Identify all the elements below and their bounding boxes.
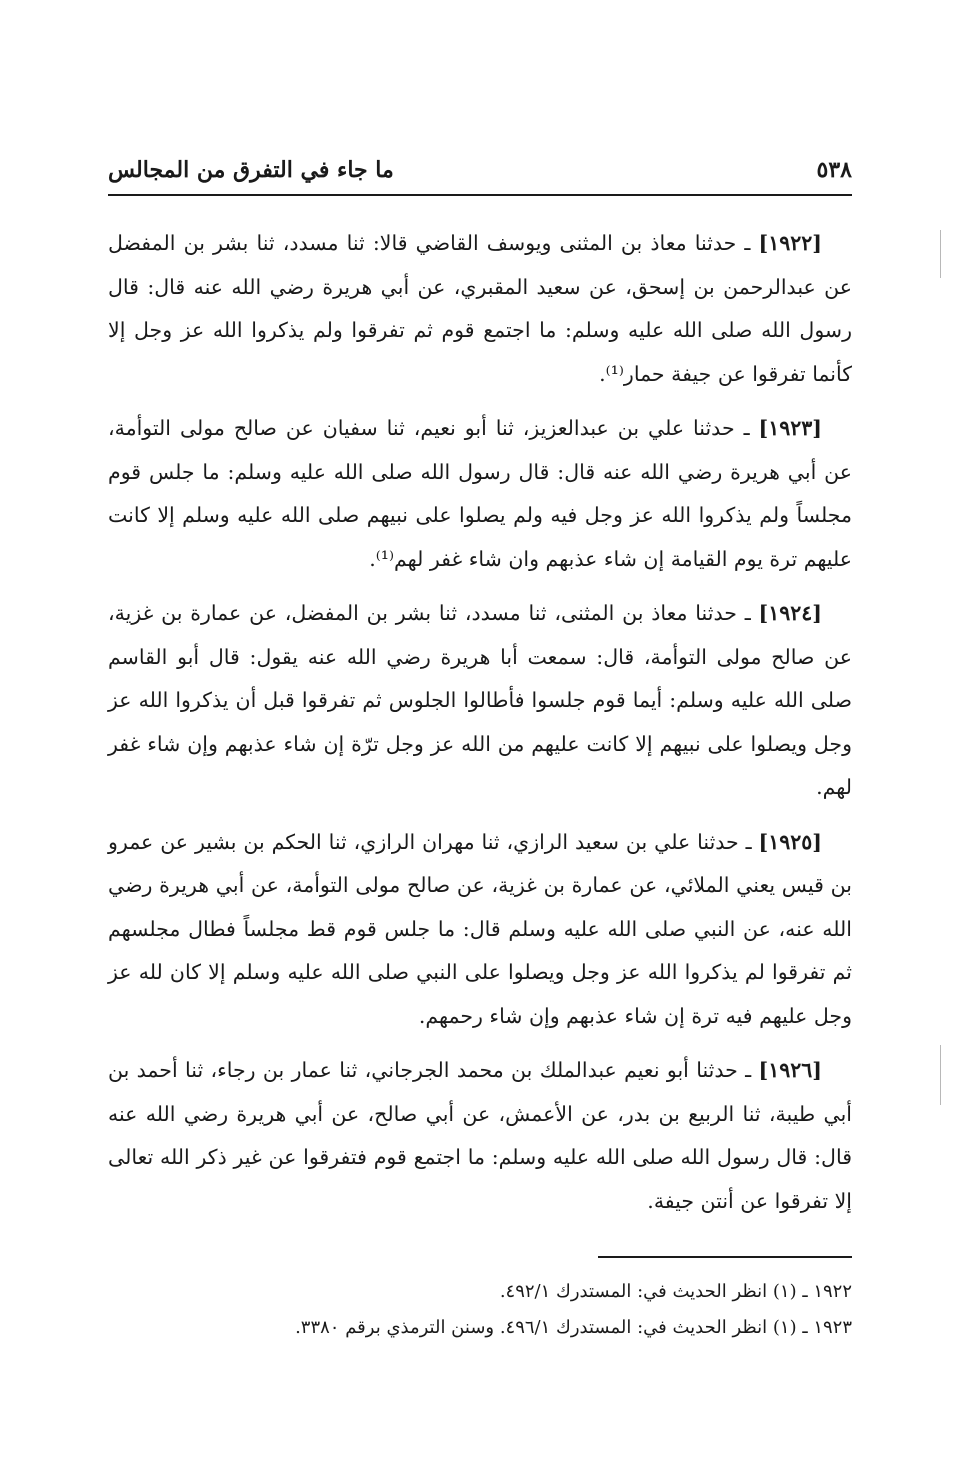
- footnotes: [108, 1274, 852, 1346]
- hadith-text: ـ حدثنا علي بن عبدالعزيز، ثنا أبو نعيم، ثنا سفيان عن صالح مولى التوأمة، عن أبي هريرة رضي الله عنه قال: قال رسول الله صلى الله عليه وسلم: ما جلس قوم مجلساً ولم يذكروا الله عز وجل فيه ولم يصلوا على نبيهم صلى الله عليه وسلم إلا كانت عليهم ترة يوم القيامة إن شاء عذبهم وان شاء غفر لهم⁽¹⁾.: [108, 416, 852, 571]
- margin-mark: [940, 230, 941, 278]
- hadith-1922: [108, 222, 852, 396]
- hadith-text: ـ حدثنا علي بن سعيد الرازي، ثنا مهران الرازي، ثنا الحكم بن بشير عن عمرو بن قيس يعني الملائي، عن عمارة بن غزية، عن صالح مولى التوأمة، عن أبي هريرة رضي الله عنه، عن النبي صلى الله عليه وسلم قال: ما جلس قوم قط مجلساً فطال مجلسهم ثم تفرقوا لم يذكروا الله عز وجل ويصلوا على النبي صلى الله عليه وسلم إلا كان لله عز وجل عليهم فيه ترة إن شاء عذبهم وإن شاء رحمهم.: [108, 829, 852, 1028]
- page-header: [108, 153, 852, 187]
- hadith-number: [١٩٢٣]: [758, 416, 822, 440]
- page-number: ٥٣٨: [816, 157, 852, 183]
- hadith-1923: [108, 407, 852, 581]
- margin-mark: [940, 1045, 941, 1105]
- hadith-1924: [108, 592, 852, 810]
- hadith-number: [١٩٢٢]: [758, 231, 822, 255]
- hadith-text: ـ حدثنا أبو نعيم عبدالملك بن محمد الجرجاني، ثنا عمار بن رجاء، ثنا أحمد بن أبي طيبة، ثنا الربيع بن بدر، عن الأعمش، عن أبي صالح، عن أبي هريرة رضي الله عنه قال: قال رسول الله صلى الله عليه وسلم: ما اجتمع قوم فتفرقوا عن غير ذكر الله تعالى إلا تفرقوا عن أنتن جيفة.: [108, 1058, 852, 1213]
- hadith-list: [108, 222, 852, 1234]
- footnote-1922: ١٩٢٢ ـ (١) انظر الحديث في: المستدرك ٤٩٢/١.: [499, 1281, 852, 1302]
- hadith-text: ـ حدثنا معاذ بن المثنى ويوسف القاضي قالا: ثنا مسدد، ثنا بشر بن المفضل عن عبدالرحمن بن إسحق، عن سعيد المقبري، عن أبي هريرة رضي الله عنه قال: قال رسول الله صلى الله عليه وسلم: ما اجتمع قوم ثم تفرقوا ولم يذكروا الله عز وجل إلا كأنما تفرقوا عن جيفة حمار⁽¹⁾.: [108, 231, 852, 386]
- hadith-number: [١٩٢٤]: [758, 601, 822, 625]
- running-title: ما جاء في التفرق من المجالس: [108, 157, 394, 183]
- header-rule: [108, 194, 852, 196]
- hadith-1925: [108, 821, 852, 1039]
- hadith-number: [١٩٢٥]: [758, 829, 822, 854]
- hadith-1926: [108, 1049, 852, 1223]
- footnote-1923: ١٩٢٣ ـ (١) انظر الحديث في: المستدرك ٤٩٦/١. وسنن الترمذي برقم ٣٣٨٠.: [295, 1317, 852, 1338]
- hadith-number: [١٩٢٦]: [758, 1058, 822, 1082]
- hadith-text: ـ حدثنا معاذ بن المثنى، ثنا مسدد، ثنا بشر بن المفضل، عن عمارة بن غزية، عن صالح مولى التوأمة، قال: سمعت أبا هريرة رضي الله عنه يقول: قال أبو القاسم صلى الله عليه وسلم: أيما قوم جلسوا فأطالوا الجلوس ثم تفرقوا قبل أن يذكروا الله عز وجل ويصلوا على نبيهم إلا كانت عليهم من الله عز وجل ترّة إن شاء عذبهم وإن شاء غفر لهم.: [108, 601, 852, 799]
- footnote-rule: [598, 1256, 852, 1258]
